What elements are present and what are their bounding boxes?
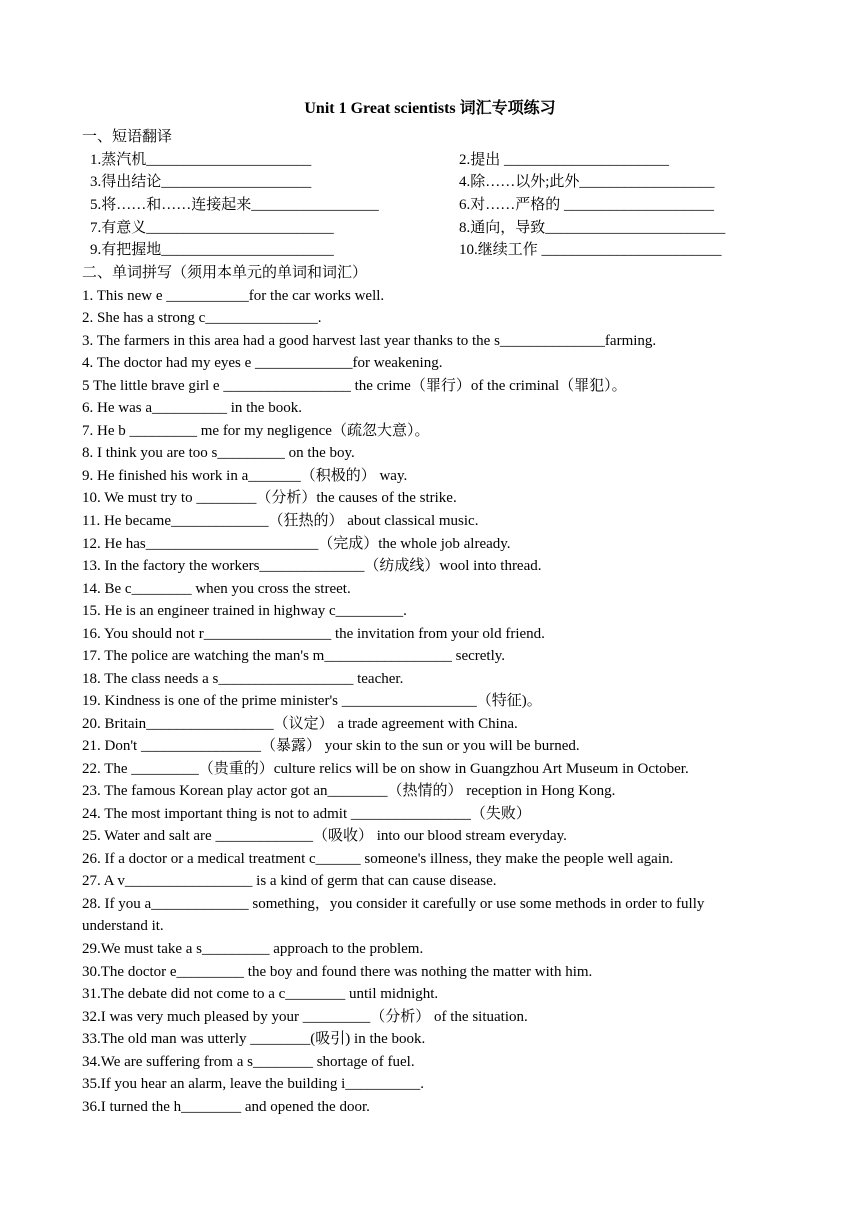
- exercise-item: 26. If a doctor or a medical treatment c______ someone's illness, they make the people well again.: [82, 851, 674, 867]
- phrase-item: 8.通向，导致________________________: [459, 220, 726, 236]
- exercise-item: 36.I turned the h________ and opened the door.: [82, 1099, 370, 1115]
- exercise-item: 32.I was very much pleased by your _________（分析） of the situation.: [82, 1009, 528, 1025]
- section-heading-phrase-translation: 一、短语翻译: [82, 129, 173, 145]
- exercise-item: 13. In the factory the workers______________（纺成线）wool into thread.: [82, 558, 542, 574]
- exercise-item: 33.The old man was utterly ________(吸引) in the book.: [82, 1031, 426, 1047]
- exercise-item: 29.We must take a s_________ approach to the problem.: [82, 941, 424, 957]
- exercise-item: 9. He finished his work in a_______（积极的） way.: [82, 468, 408, 484]
- exercise-item: 4. The doctor had my eyes e _____________for weakening.: [82, 355, 443, 371]
- exercise-item: 24. The most important thing is not to admit ________________（失败）: [82, 806, 531, 822]
- phrase-item: 1.蒸汽机______________________: [90, 152, 312, 168]
- exercise-item: 18. The class needs a s__________________ teacher.: [82, 671, 404, 687]
- page-title: Unit 1 Great scientists 词汇专项练习: [304, 100, 556, 117]
- phrase-item: 3.得出结论____________________: [90, 174, 312, 190]
- exercise-item: 5 The little brave girl e _________________ the crime（罪行）of the criminal（罪犯）。: [82, 378, 627, 394]
- exercise-item: 6. He was a__________ in the book.: [82, 400, 302, 416]
- exercise-item: 7. He b _________ me for my negligence（疏忽大意）。: [82, 423, 430, 439]
- phrase-item: 7.有意义_________________________: [90, 220, 334, 236]
- exercise-item: 22. The _________（贵重的）culture relics will be on show in Guangzhou Art Museum in October.: [82, 761, 689, 777]
- exercise-item: 3. The farmers in this area had a good harvest last year thanks to the s______________farming.: [82, 333, 657, 349]
- exercise-item: 20. Britain_________________（议定） a trade agreement with China.: [82, 716, 518, 732]
- exercise-item: 17. The police are watching the man's m_________________ secretly.: [82, 648, 506, 664]
- exercise-item: 27. A v_________________ is a kind of germ that can cause disease.: [82, 873, 497, 889]
- exercise-item: 21. Don't ________________（暴露） your skin to the sun or you will be burned.: [82, 738, 580, 754]
- exercise-item: 10. We must try to ________（分析）the causes of the strike.: [82, 490, 457, 506]
- phrase-item: 4.除……以外;此外__________________: [459, 174, 715, 190]
- exercise-item: 23. The famous Korean play actor got an________（热情的） reception in Hong Kong.: [82, 783, 616, 799]
- exercise-item: 2. She has a strong c_______________.: [82, 310, 322, 326]
- phrase-item: 5.将……和……连接起来_________________: [90, 197, 379, 213]
- exercise-item: 19. Kindness is one of the prime minister's __________________（特征)。: [82, 693, 542, 709]
- exercise-item: 30.The doctor e_________ the boy and found there was nothing the matter with him.: [82, 964, 593, 980]
- phrase-item: 6.对……严格的 ____________________: [459, 197, 715, 213]
- exercise-item: 11. He became_____________（狂热的） about classical music.: [82, 513, 479, 529]
- exercise-item: 14. Be c________ when you cross the street.: [82, 581, 351, 597]
- phrase-item: 2.提出 ______________________: [459, 152, 670, 168]
- exercise-item: 34.We are suffering from a s________ shortage of fuel.: [82, 1054, 415, 1070]
- exercise-item: 25. Water and salt are _____________（吸收） into our blood stream everyday.: [82, 828, 567, 844]
- exercise-item: 1. This new e ___________for the car works well.: [82, 288, 385, 304]
- exercise-item: 12. He has_______________________（完成）the whole job already.: [82, 536, 511, 552]
- exercise-item: 16. You should not r_________________ the invitation from your old friend.: [82, 626, 545, 642]
- phrase-item: 10.继续工作 ________________________: [459, 242, 722, 258]
- exercise-item: 35.If you hear an alarm, leave the building i__________.: [82, 1076, 424, 1092]
- exercise-item: 31.The debate did not come to a c________ until midnight.: [82, 986, 439, 1002]
- phrase-item: 9.有把握地_______________________: [90, 242, 334, 258]
- exercise-item: 15. He is an engineer trained in highway c_________.: [82, 603, 407, 619]
- exercise-item: 28. If you a_____________ something，you consider it carefully or use some methods in order to fully understand it.: [82, 896, 705, 934]
- exercise-item: 8. I think you are too s_________ on the boy.: [82, 445, 355, 461]
- section-heading-word-spelling: 二、单词拼写（须用本单元的单词和词汇）: [82, 265, 368, 281]
